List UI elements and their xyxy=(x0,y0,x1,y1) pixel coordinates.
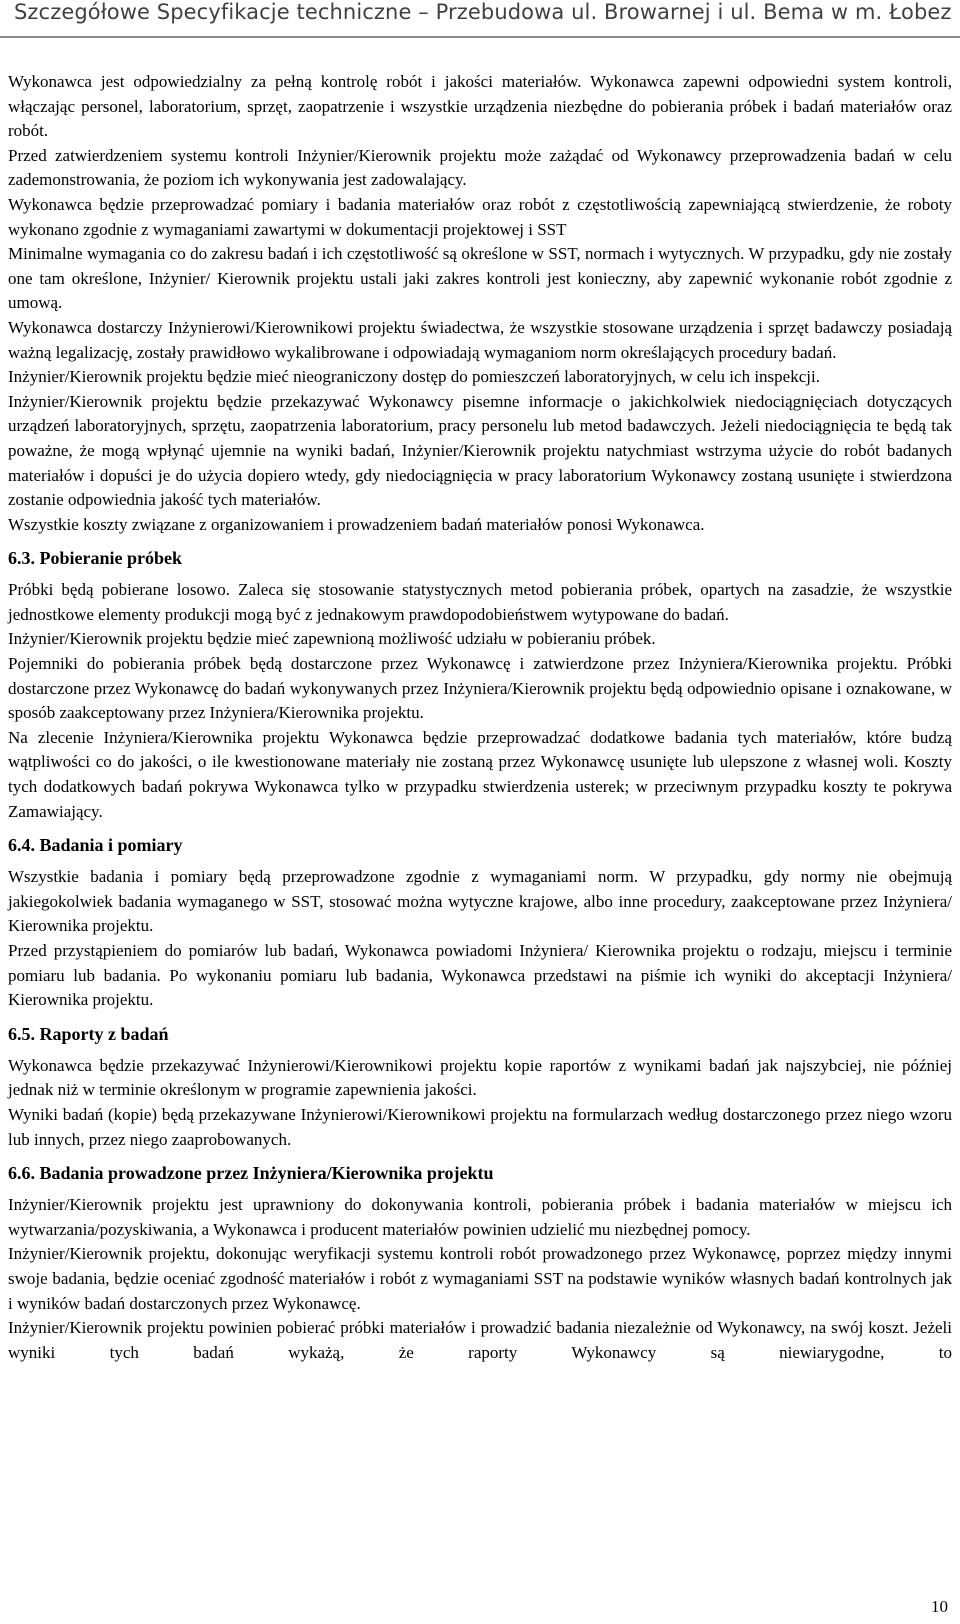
section-heading-6-5: 6.5. Raporty z badań xyxy=(8,1023,169,1044)
paragraph: Wykonawca jest odpowiedzialny za pełną kontrolę robót i jakości materiałów. Wykonawca zapewni odpowiedni system kontroli, włączając personel, laboratorium, sprzęt, zaopatrzenie i wszystkie urządzenia niezbędne do pobierania próbek i badań materiałów oraz robót. xyxy=(8,72,952,141)
paragraph: Inżynier/Kierownik projektu jest uprawniony do dokonywania kontroli, pobierania próbek i badania materiałów w miejscu ich wytwarzania/pozyskiwania, a Wykonawca i producent materiałów powinien udzielić mu niezbędnej pomocy. xyxy=(8,1195,952,1239)
header-divider xyxy=(0,36,960,38)
paragraph: Wyniki badań (kopie) będą przekazywane Inżynierowi/Kierownikowi projektu na formularzach według dostarczonego przez niego wzoru lub innych, przez niego zaaprobowanych. xyxy=(8,1104,952,1149)
paragraph: Przed zatwierdzeniem systemu kontroli Inżynier/Kierownik projektu może zażądać od Wykonawcy przeprowadzenia badań w celu zademonstrowania, że poziom ich wykonywania jest zadowalający. xyxy=(8,145,952,190)
section-heading-6-4: 6.4. Badania i pomiary xyxy=(8,835,183,856)
paragraph: Na zlecenie Inżyniera/Kierownika projektu Wykonawca będzie przeprowadzać dodatkowe badania tych materiałów, które budzą wątpliwości co do jakości, o ile kwestionowane materiały nie zostaną przez Wykonawcę usunięte lub ulepszone z własnej woli. Koszty tych dodatkowych badań pokrywa Wykonawca tylko w przypadku stwierdzenia usterek; w przeciwnym przypadku koszty te pokrywa Zamawiający. xyxy=(8,727,952,821)
paragraph: Wykonawca będzie przeprowadzać pomiary i badania materiałów oraz robót z częstotliwością zapewniającą stwierdzenie, że roboty wykonano zgodnie z wymaganiami zawartymi w dokumentacji projektowej i SST xyxy=(8,194,952,239)
paragraph: Inżynier/Kierownik projektu będzie mieć nieograniczony dostęp do pomieszczeń laboratoryjnych, w celu ich inspekcji. xyxy=(8,367,820,387)
section-heading-6-3: 6.3. Pobieranie próbek xyxy=(8,548,182,569)
paragraph: Wykonawca będzie przekazywać Inżynierowi/Kierownikowi projektu kopie raportów z wynikami badań jak najszybciej, nie później jednak niż w terminie określonym w programie zapewnienia jakości. xyxy=(8,1055,952,1100)
paragraph: Minimalne wymagania co do zakresu badań i ich częstotliwość są określone w SST, normach i wytycznych. W przypadku, gdy nie zostały one tam określone, Inżynier/ Kierownik projektu ustali jaki zakres kontroli jest konieczny, aby zapewnić wykonanie robót zgodnie z umową. xyxy=(8,244,952,313)
paragraph: Inżynier/Kierownik projektu będzie mieć zapewnioną możliwość udziału w pobieraniu próbek. xyxy=(8,629,656,649)
page-number: 10 xyxy=(931,1597,948,1616)
paragraph: Próbki będą pobierane losowo. Zaleca się stosowanie statystycznych metod pobierania próbek, opartych na zasadzie, że wszystkie jednostkowe elementy produkcji mogą być z jednakowym prawdopodobieństwem wytypowane do badań. xyxy=(8,580,952,624)
paragraph: Inżynier/Kierownik projektu, dokonując weryfikacji systemu kontroli robót prowadzonego przez Wykonawcę, poprzez między innymi swoje badania, będzie oceniać zgodność materiałów i robót z wymaganiami SST na podstawie wyników własnych badań kontrolnych jak i wyników badań dostarczonych przez Wykonawcę. xyxy=(8,1244,952,1313)
document-body xyxy=(8,70,952,1365)
paragraph: Wszystkie badania i pomiary będą przeprowadzone zgodnie z wymaganiami norm. W przypadku, gdy normy nie obejmują jakiegokolwiek badania wymaganego w SST, stosować można wytyczne krajowe, albo inne procedury, zaakceptowane przez Inżyniera/ Kierownika projektu. xyxy=(8,867,952,936)
paragraph: Przed przystąpieniem do pomiarów lub badań, Wykonawca powiadomi Inżyniera/ Kierownika projektu o rodzaju, miejscu i terminie pomiaru lub badania. Po wykonaniu pomiaru lub badania, Wykonawca przedstawi na piśmie ich wyniki do akceptacji Inżyniera/ Kierownika projektu. xyxy=(8,941,952,1010)
document-title: Szczegółowe Specyfikacje techniczne – Przebudowa ul. Browarnej i ul. Bema w m. Łobez xyxy=(14,0,952,24)
paragraph: Pojemniki do pobierania próbek będą dostarczone przez Wykonawcę i zatwierdzone przez Inżyniera/Kierownika projektu. Próbki dostarczone przez Wykonawcę do badań wykonywanych przez Inżyniera/Kierownik projektu będą odpowiednio opisane i oznakowane, w sposób zaakceptowany przez Inżyniera/Kierownika projektu. xyxy=(8,654,952,723)
paragraph: Inżynier/Kierownik projektu będzie przekazywać Wykonawcy pisemne informacje o jakichkolwiek niedociągnięciach dotyczących urządzeń laboratoryjnych, sprzętu, zaopatrzenia laboratorium, pracy personelu lub metod badawczych. Jeżeli niedociągnięcia te będą tak poważne, że mogą wpłynąć ujemnie na wyniki badań, Inżynier/Kierownik projektu natychmiast wstrzyma użycie do robót badanych materiałów i dopuści je do użycia dopiero wtedy, gdy niedociągnięcia w pracy laboratorium Wykonawcy zostaną usunięte i stwierdzona zostanie odpowiednia jakość tych materiałów. xyxy=(8,391,952,510)
section-heading-6-6: 6.6. Badania prowadzone przez Inżyniera/Kierownika projektu xyxy=(8,1163,494,1184)
paragraph: Wszystkie koszty związane z organizowaniem i prowadzeniem badań materiałów ponosi Wykonawca. xyxy=(8,514,705,534)
page-header xyxy=(0,0,960,38)
paragraph: Inżynier/Kierownik projektu powinien pobierać próbki materiałów i prowadzić badania niezależnie od Wykonawcy, na swój koszt. Jeżeli wyniki tych badań wykażą, że raporty Wykonawcy są niewiarygodne, to xyxy=(8,1318,952,1362)
paragraph: Wykonawca dostarczy Inżynierowi/Kierownikowi projektu świadectwa, że wszystkie stosowane urządzenia i sprzęt badawczy posiadają ważną legalizację, zostały prawidłowo wykalibrowane i odpowiadają wymaganiom norm określających procedury badań. xyxy=(8,317,952,362)
